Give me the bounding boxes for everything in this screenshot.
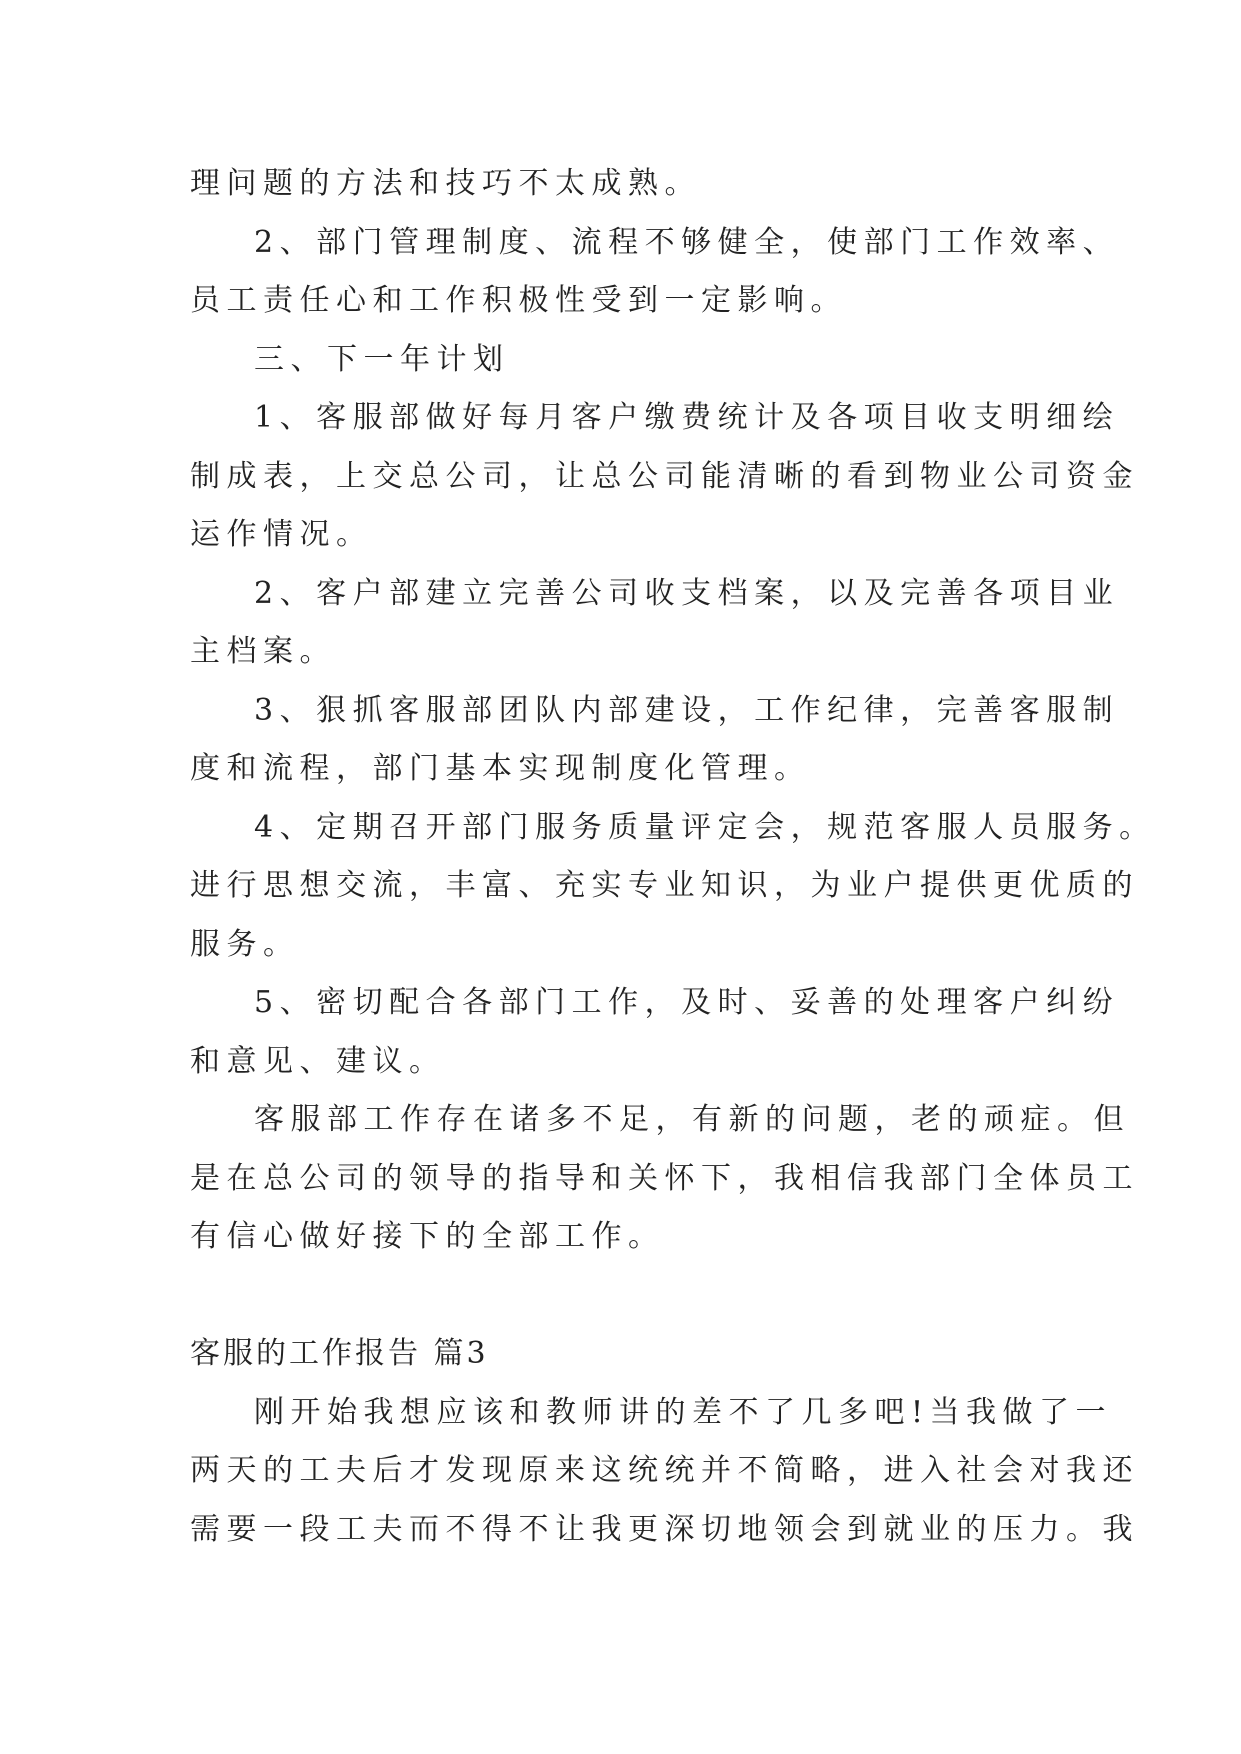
text-line: 运作情况。: [190, 517, 373, 552]
section-heading: 三、下一年计划: [254, 341, 510, 377]
paragraph-plan-1: [190, 389, 1139, 565]
article-title: 客服的工作报告 篇3: [190, 1336, 489, 1371]
text-line: 制成表，上交总公司，让总公司能清晰的看到物业公司资金: [190, 458, 1139, 494]
text-line: 进行思想交流，丰富、充实专业知识，为业户提供更优质的: [190, 868, 1139, 903]
paragraph-plan-3: [190, 682, 1120, 799]
text-line: 需要一段工夫而不得不让我更深切地领会到就业的压力。我: [190, 1511, 1139, 1547]
document-body: [190, 155, 1156, 1559]
text-line: 是在总公司的领导的指导和关怀下，我相信我部门全体员工: [190, 1160, 1139, 1196]
text-line: 5、密切配合各部门工作，及时、妥善的处理客户纠纷: [254, 985, 1120, 1020]
text-line: 2、客户部建立完善公司收支档案，以及完善各项目业: [254, 575, 1120, 611]
paragraph-plan-5: [190, 974, 1120, 1091]
paragraph-spacer: [190, 1267, 1070, 1326]
paragraph-conclusion: [190, 1091, 1139, 1267]
text-line: 主档案。: [190, 634, 336, 669]
paragraph-plan-4: [190, 799, 1156, 975]
text-line: 两天的工夫后才发现原来这统统并不简略，进入社会对我还: [190, 1453, 1139, 1488]
text-line: 客服部工作存在诸多不足，有新的问题，老的顽症。但: [254, 1102, 1130, 1137]
text-line: 2、部门管理制度、流程不够健全，使部门工作效率、: [254, 224, 1120, 260]
text-line: 有信心做好接下的全部工作。: [190, 1219, 665, 1254]
paragraph-plan-2: [190, 565, 1120, 682]
paragraph-article3-intro: [190, 1384, 1139, 1560]
text-line: 和意见、建议。: [190, 1043, 446, 1079]
text-line: 员工责任心和工作积极性受到一定影响。: [190, 283, 847, 318]
text-line: 度和流程，部门基本实现制度化管理。: [190, 751, 811, 786]
text-line: 理问题的方法和技巧不太成熟。: [190, 166, 701, 201]
text-line: 4、定期召开部门服务质量评定会，规范客服人员服务。: [254, 809, 1156, 845]
text-line: 1、客服部做好每月客户缴费统计及各项目收支明细绘: [254, 400, 1120, 435]
text-line: 刚开始我想应该和教师讲的差不了几多吧!当我做了一: [254, 1394, 1113, 1430]
text-line: 服务。: [190, 926, 300, 962]
text-line: 3、狠抓客服部团队内部建设，工作纪律，完善客服制: [254, 692, 1120, 728]
paragraph-problem-2: [190, 214, 1120, 331]
